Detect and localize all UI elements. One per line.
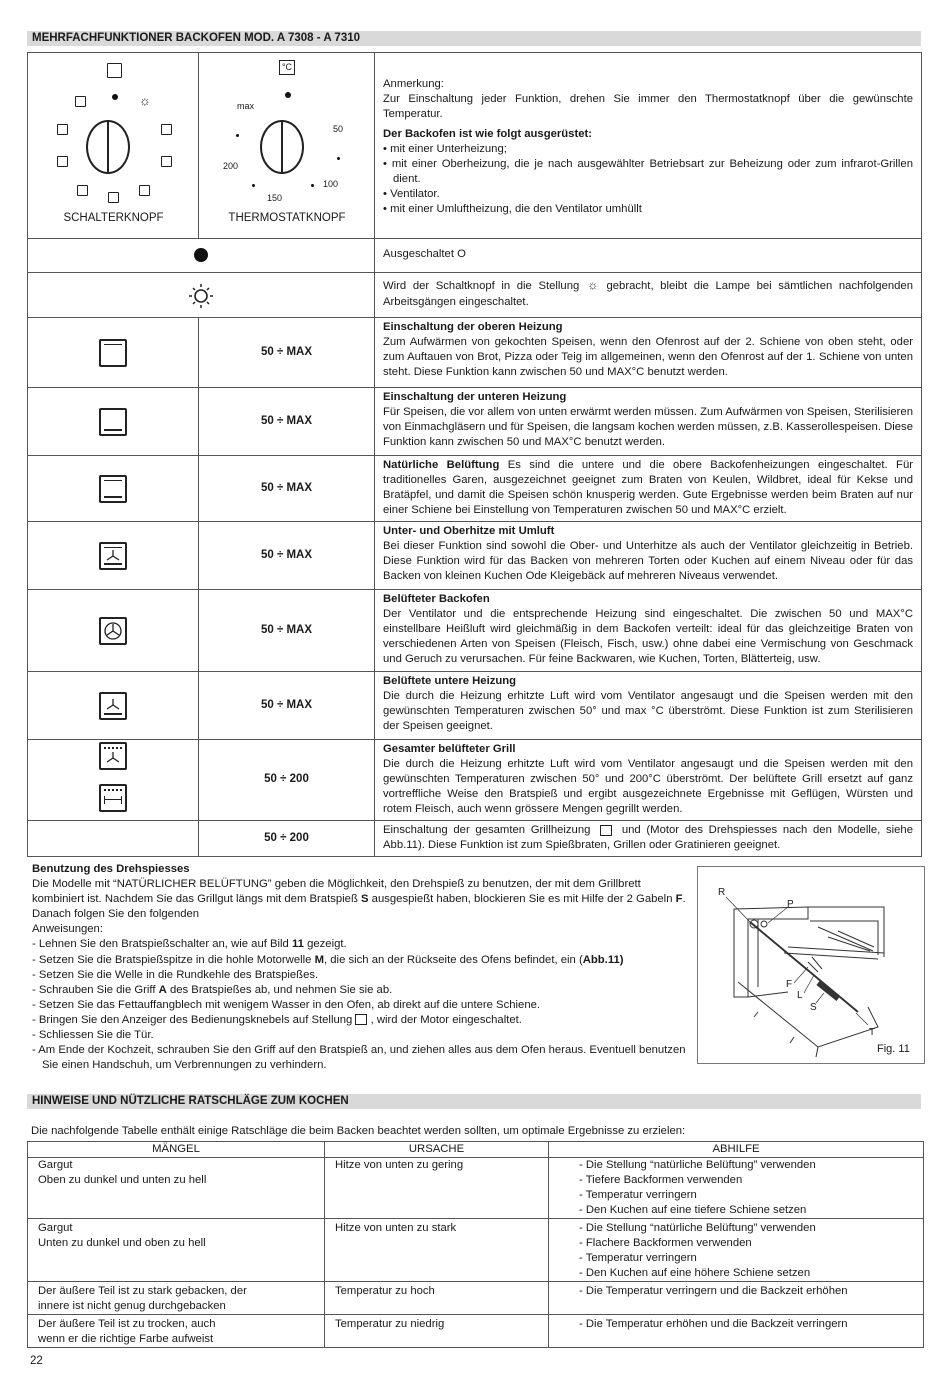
column-header-cause: URSACHE <box>325 1142 549 1158</box>
function-text: Zum Aufwärmen von gekochten Speisen, wenn den Ofenrost auf der 2. Schiene von oben steht, oder zum Auftauen von Brot, Pizza oder Teig im allgemeinen, wenn den Ofenrost auf der 1. Schiene von unten steht. Diese Funktion kann zwischen 50 und MAX°C benutzt werden. <box>383 336 913 379</box>
function-title: Belüftete untere Heizung <box>383 675 517 688</box>
function-text: Der Ventilator und die entsprechende Heizung sind eingeschaltet. Die zwischen 50 und MAX°C einstellbare Heißluft wird gleichmäßig in dem Backofen verteilt: ideal für das gleichzeitige Braten von verschiedenen Arten von Speisen (Fleisch, Fisch, usw.) ohne dabei eine Vermischung von Geschmack und Geruch zu verursachen. Für feine Backwaren, wie Kuchen, Torten, Blätterteig, usw. <box>383 608 913 666</box>
lamp-icon-cell <box>28 273 375 318</box>
thermostat-knob-cell <box>199 53 375 239</box>
remedy-text: - Tiefere Backformen verwenden <box>579 1174 743 1186</box>
rotisserie-section <box>32 862 692 1073</box>
lamp-text-b: gebracht, bleibt die Lampe bei sämtlichen nachfolgenden Arbeitsgängen eingeschaltet. <box>383 280 914 308</box>
equipment-item: • mit einer Umluftheizung, die den Ventilator umhüllt <box>383 203 642 216</box>
figure-label-p: P <box>787 899 794 910</box>
function-text: Für Speisen, die vor allem von unten erwärmt werden müssen. Zum Aufwärmen von Speisen, Sterilisieren von Einmachgläsern und für Speisen, die langsam kochen werden müssen, z.B. Kasserollespeisen. Diese Funktion kann zwischen 50 und MAX°C benutzt werden. <box>383 406 913 449</box>
section-title-oven: MEHRFACHFUNKTIONER BACKOFEN MOD. A 7308 - A 7310 <box>27 31 921 46</box>
off-text: Ausgeschaltet O <box>375 239 922 273</box>
thermostat-150-label: 150 <box>267 193 283 203</box>
thermostat-50-label: 50 <box>333 124 344 134</box>
note-text: Zur Einschaltung jeder Funktion, drehen Sie immer den Thermostatknopf über die gewünschte Temperatur. <box>383 93 913 121</box>
section-title-tips: HINWEISE UND NÜTZLICHE RATSCHLÄGE ZUM KOCHEN <box>27 1094 921 1109</box>
lamp-icon <box>188 282 214 308</box>
fan-ring-mark-icon <box>77 185 88 196</box>
top-bottom-heat-icon <box>99 475 127 503</box>
top-bottom-heat-mark-icon <box>139 185 150 196</box>
function-temp: 50 ÷ MAX <box>199 388 375 456</box>
remedy-text: - Die Temperatur verringern und die Backzeit erhöhen <box>579 1285 848 1297</box>
rotisserie-step: - Schliessen Sie die Tür. <box>32 1029 154 1042</box>
bottom-heat-mark-icon <box>161 156 172 167</box>
tips-intro: Die nachfolgende Tabelle enthält einige Ratschläge die beim Backen beachtet werden sollten, um optimale Ergebnisse zu erzielen: <box>31 1125 686 1137</box>
problem-text: Der äußere Teil ist zu stark gebacken, der <box>38 1285 247 1297</box>
oven-lamp-position-icon <box>107 63 122 78</box>
remedy-text: - Temperatur verringern <box>579 1252 697 1264</box>
function-desc <box>375 672 922 740</box>
table-row <box>28 1219 924 1282</box>
lamp-text <box>375 273 922 318</box>
remedy-text: - Temperatur verringern <box>579 1189 697 1201</box>
top-heat-icon <box>99 339 127 367</box>
function-icon-cell <box>28 590 199 672</box>
top-bottom-fan-mark-icon <box>108 192 119 203</box>
thermostat-mark <box>337 157 340 160</box>
function-desc <box>375 740 922 821</box>
lamp-mark-icon: ☼ <box>139 93 151 108</box>
equipment-item: • mit einer Unterheizung; <box>383 143 507 156</box>
cause-text: Hitze von unten zu gering <box>325 1158 549 1219</box>
function-title: Einschaltung der oberen Heizung <box>383 321 563 333</box>
function-title: Einschaltung der unteren Heizung <box>383 391 567 403</box>
function-icon-cell <box>28 318 199 388</box>
function-icon-cell <box>28 740 199 821</box>
top-heat-mark-icon <box>161 124 172 135</box>
figure-11 <box>697 866 925 1064</box>
rotisserie-step: - Setzen Sie die Bratspießspitze in die hohle Motorwelle M, die sich an der Rückseite des Ofens befindet, ein (Abb.11) <box>32 953 624 966</box>
function-title: Belüfteter Backofen <box>383 593 490 606</box>
table-row <box>28 1282 924 1315</box>
rotisserie-diagram <box>698 867 924 1063</box>
selector-knob-cell <box>28 53 199 239</box>
figure-label-l: L <box>797 990 803 1001</box>
column-header-remedy: ABHILFE <box>549 1142 924 1158</box>
figure-label-r: R <box>718 887 726 898</box>
remedy-text: - Flachere Backformen verwenden <box>579 1237 752 1249</box>
fan-grill-mark-icon <box>57 124 68 135</box>
fan-ring-icon <box>99 617 127 645</box>
cause-text: Hitze von unten zu stark <box>325 1219 549 1282</box>
problem-text: innere ist nicht genug durchgebacken <box>38 1300 226 1312</box>
thermostat-200-label: 200 <box>223 161 239 171</box>
function-desc <box>375 590 922 672</box>
rotisserie-step: - Am Ende der Kochzeit, schrauben Sie den Griff auf den Bratspieß an, und ziehen alles aus dem Ofen heraus. Eventuell benutzen Sie einen Handschuh, um Verbrennungen zu verhindern. <box>32 1044 686 1072</box>
full-grill-mark-icon <box>75 96 86 107</box>
function-text: und (Motor des Drehspiesses nach den Modelle, siehe Abb.11). Diese Funktion ist zum Spießbraten, Grillen oder Gratinieren geeignet. <box>383 824 913 852</box>
function-desc <box>375 821 922 857</box>
remedy-text: - Die Stellung “natürliche Belüftung” verwenden <box>579 1159 816 1171</box>
function-title: Natürliche Belüftung <box>383 459 500 471</box>
selector-knob[interactable] <box>86 120 130 174</box>
function-text: Bei dieser Funktion sind sowohl die Ober- und Unterhitze als auch der Ventilator gleichzeitig in Betrieb. Diese Funktion wird für das Backen von mehreren Torten oder Kuchen auf einem Niveau oder für das Backen von kleinen Kuchen Ode Kleigebäck auf mehreren Niveaus verwendet. <box>383 540 913 583</box>
off-dot-icon <box>194 248 208 262</box>
rotisserie-step: - Setzen Sie das Fettauffangblech mit wenigem Wasser in den Ofen, ab direkt auf die untere Schiene. <box>32 998 541 1011</box>
rotisserie-intro: Die Modelle mit “NATÜRLICHER BELÜFTUNG” geben die Möglichkeit, den Drehspieß zu benutzen, der mit dem Grillbrett kombiniert ist. Nachdem Sie das Grillgut längs mit dem Bratspieß S ausgespießt haben, blockieren Sie es mit Hilfe der 2 Gabeln F. Danach folgen Sie den folgenden <box>32 878 686 921</box>
rotisserie-step: - Lehnen Sie den Bratspießschalter an, wie auf Bild 11 gezeigt. <box>32 938 347 951</box>
equipment-title: Der Backofen ist wie folgt ausgerüstet: <box>383 128 593 141</box>
fan-grill-icon <box>99 742 127 770</box>
function-text: Die durch die Heizung erhitzte Luft wird vom Ventilator angesaugt und die Speisen werden mit den gewünschten Temperaturen zwischen 50° und 200°C überströmt. Der belüftete Grill ersetzt auf ganz vortreffliche Weise den Bratspieß und ergibt ausgezeichnete Ergebnisse mit Geflügen, Würsten und rotem Fleisch, auch wenn grössere Mengen gegrillt werden. <box>383 758 913 816</box>
function-icon-cell <box>28 672 199 740</box>
lamp-text-a: Wird der Schaltknopf in die Stellung <box>383 280 580 293</box>
rotisserie-step: - Bringen Sie den Anzeiger des Bedienungsknebels auf Stellung , wird der Motor eingeschaltet. <box>32 1013 522 1026</box>
thermostat-mark <box>236 134 239 137</box>
page-number: 22 <box>30 1355 43 1367</box>
function-desc <box>375 318 922 388</box>
function-temp: 50 ÷ 200 <box>199 821 375 857</box>
cause-text: Temperatur zu hoch <box>325 1282 549 1315</box>
note-title: Anmerkung: <box>383 78 444 90</box>
table-row <box>28 1315 924 1348</box>
function-icon-cell <box>28 522 199 590</box>
function-temp: 50 ÷ MAX <box>199 590 375 672</box>
rotisserie-instructions-label: Anweisungen: <box>32 923 103 936</box>
function-title: Gesamter belüfteter Grill <box>383 743 516 756</box>
problem-text: wenn er die richtige Farbe aufweist <box>38 1333 214 1345</box>
rotisserie-step: - Schrauben Sie die Griff A des Bratspießes ab, und nehmen Sie sie ab. <box>32 983 393 996</box>
full-grill-icon <box>99 784 127 812</box>
equipment-item: • mit einer Oberheizung, die je nach ausgewählter Betriebsart zur Beheizung oder zum infrarot-Grillen dient. <box>383 158 913 186</box>
figure-label-t: T <box>869 1027 876 1038</box>
problem-text: Oben zu dunkel und unten zu hell <box>38 1174 207 1186</box>
bottom-heat-icon <box>99 408 127 436</box>
rotisserie-title: Benutzung des Drehspiesses <box>32 863 190 875</box>
off-icon-cell <box>28 239 375 273</box>
function-desc <box>375 522 922 590</box>
cause-text: Temperatur zu niedrig <box>325 1315 549 1348</box>
tips-table <box>27 1141 924 1348</box>
grill-spit-inline-icon <box>355 1014 367 1025</box>
function-temp: 50 ÷ MAX <box>199 522 375 590</box>
function-text: Es sind die untere und die obere Backofenheizungen eingeschaltet. Für traditionelles Garen, ausgezeichnet geeignet zum Braten von Keulen, Wildbret, ideal für Kekse und Bratäpfel, und damit die Speisen schön knusperig werden. Gute Ergebnisse werden beim Braten auf nur einer Schiene bei Einstellung von Temperaturen zwischen 50 und MAX°C erzielt. <box>383 459 913 517</box>
function-desc <box>375 388 922 456</box>
function-temp: 50 ÷ MAX <box>199 672 375 740</box>
problem-text: Der äußere Teil ist zu trocken, auch <box>38 1318 216 1330</box>
function-desc <box>375 456 922 522</box>
remedy-text: - Die Stellung “natürliche Belüftung” verwenden <box>579 1222 816 1234</box>
selector-knob-label: SCHALTERKNOPF <box>63 212 164 224</box>
remedy-text: - Die Temperatur erhöhen und die Backzeit verringern <box>579 1318 848 1330</box>
lamp-inline-icon: ☼ <box>587 278 599 293</box>
top-bottom-fan-icon <box>99 542 127 570</box>
rotisserie-step: - Setzen Sie die Welle in die Rundkehle des Bratspießes. <box>32 968 319 981</box>
bottom-fan-icon <box>99 692 127 720</box>
thermostat-mark <box>252 184 255 187</box>
figure-label-f: F <box>786 979 793 990</box>
function-text: Die durch die Heizung erhitzte Luft wird vom Ventilator angesaugt und die Speisen werden mit den gewünschten Temperaturen zwischen 50° und max °C überströmt. Diese Funktion ist zum Sterilisieren der Speisen geeignet. <box>383 690 913 733</box>
equipment-item: • Ventilator. <box>383 188 440 201</box>
table-row <box>28 1158 924 1219</box>
grill-spit-inline-icon <box>600 825 612 836</box>
function-icon-cell <box>28 456 199 522</box>
bottom-fan-mark-icon <box>57 156 68 167</box>
thermostat-knob[interactable] <box>260 120 304 174</box>
problem-text: Unten zu dunkel und oben zu hell <box>38 1237 206 1249</box>
figure-label-s: S <box>810 1002 817 1013</box>
column-header-problem: MÄNGEL <box>28 1142 325 1158</box>
thermostat-100-label: 100 <box>323 179 339 189</box>
function-icon-cell <box>28 388 199 456</box>
function-temp: 50 ÷ 200 <box>199 740 375 821</box>
function-title: Unter- und Oberhitze mit Umluft <box>383 525 555 538</box>
off-position-dot <box>112 94 118 100</box>
function-icon-cell <box>28 821 199 857</box>
thermostat-knob-label: THERMOSTATKNOPF <box>228 212 346 224</box>
function-temp: 50 ÷ MAX <box>199 318 375 388</box>
problem-text: Gargut <box>38 1222 73 1234</box>
thermostat-off-dot <box>285 92 291 98</box>
remedy-text: - Den Kuchen auf eine tiefere Schiene setzen <box>579 1204 807 1216</box>
celsius-icon: °C <box>279 60 295 75</box>
remedy-text: - Den Kuchen auf eine höhere Schiene setzen <box>579 1267 811 1279</box>
thermostat-max-label: max <box>237 101 255 111</box>
function-text: Einschaltung der gesamten Grillheizung <box>383 824 591 837</box>
figure-caption: Fig. 11 <box>877 1043 910 1055</box>
thermostat-mark <box>311 184 314 187</box>
function-table <box>27 52 922 857</box>
function-temp: 50 ÷ MAX <box>199 456 375 522</box>
intro-cell <box>375 53 922 239</box>
problem-text: Gargut <box>38 1159 73 1171</box>
